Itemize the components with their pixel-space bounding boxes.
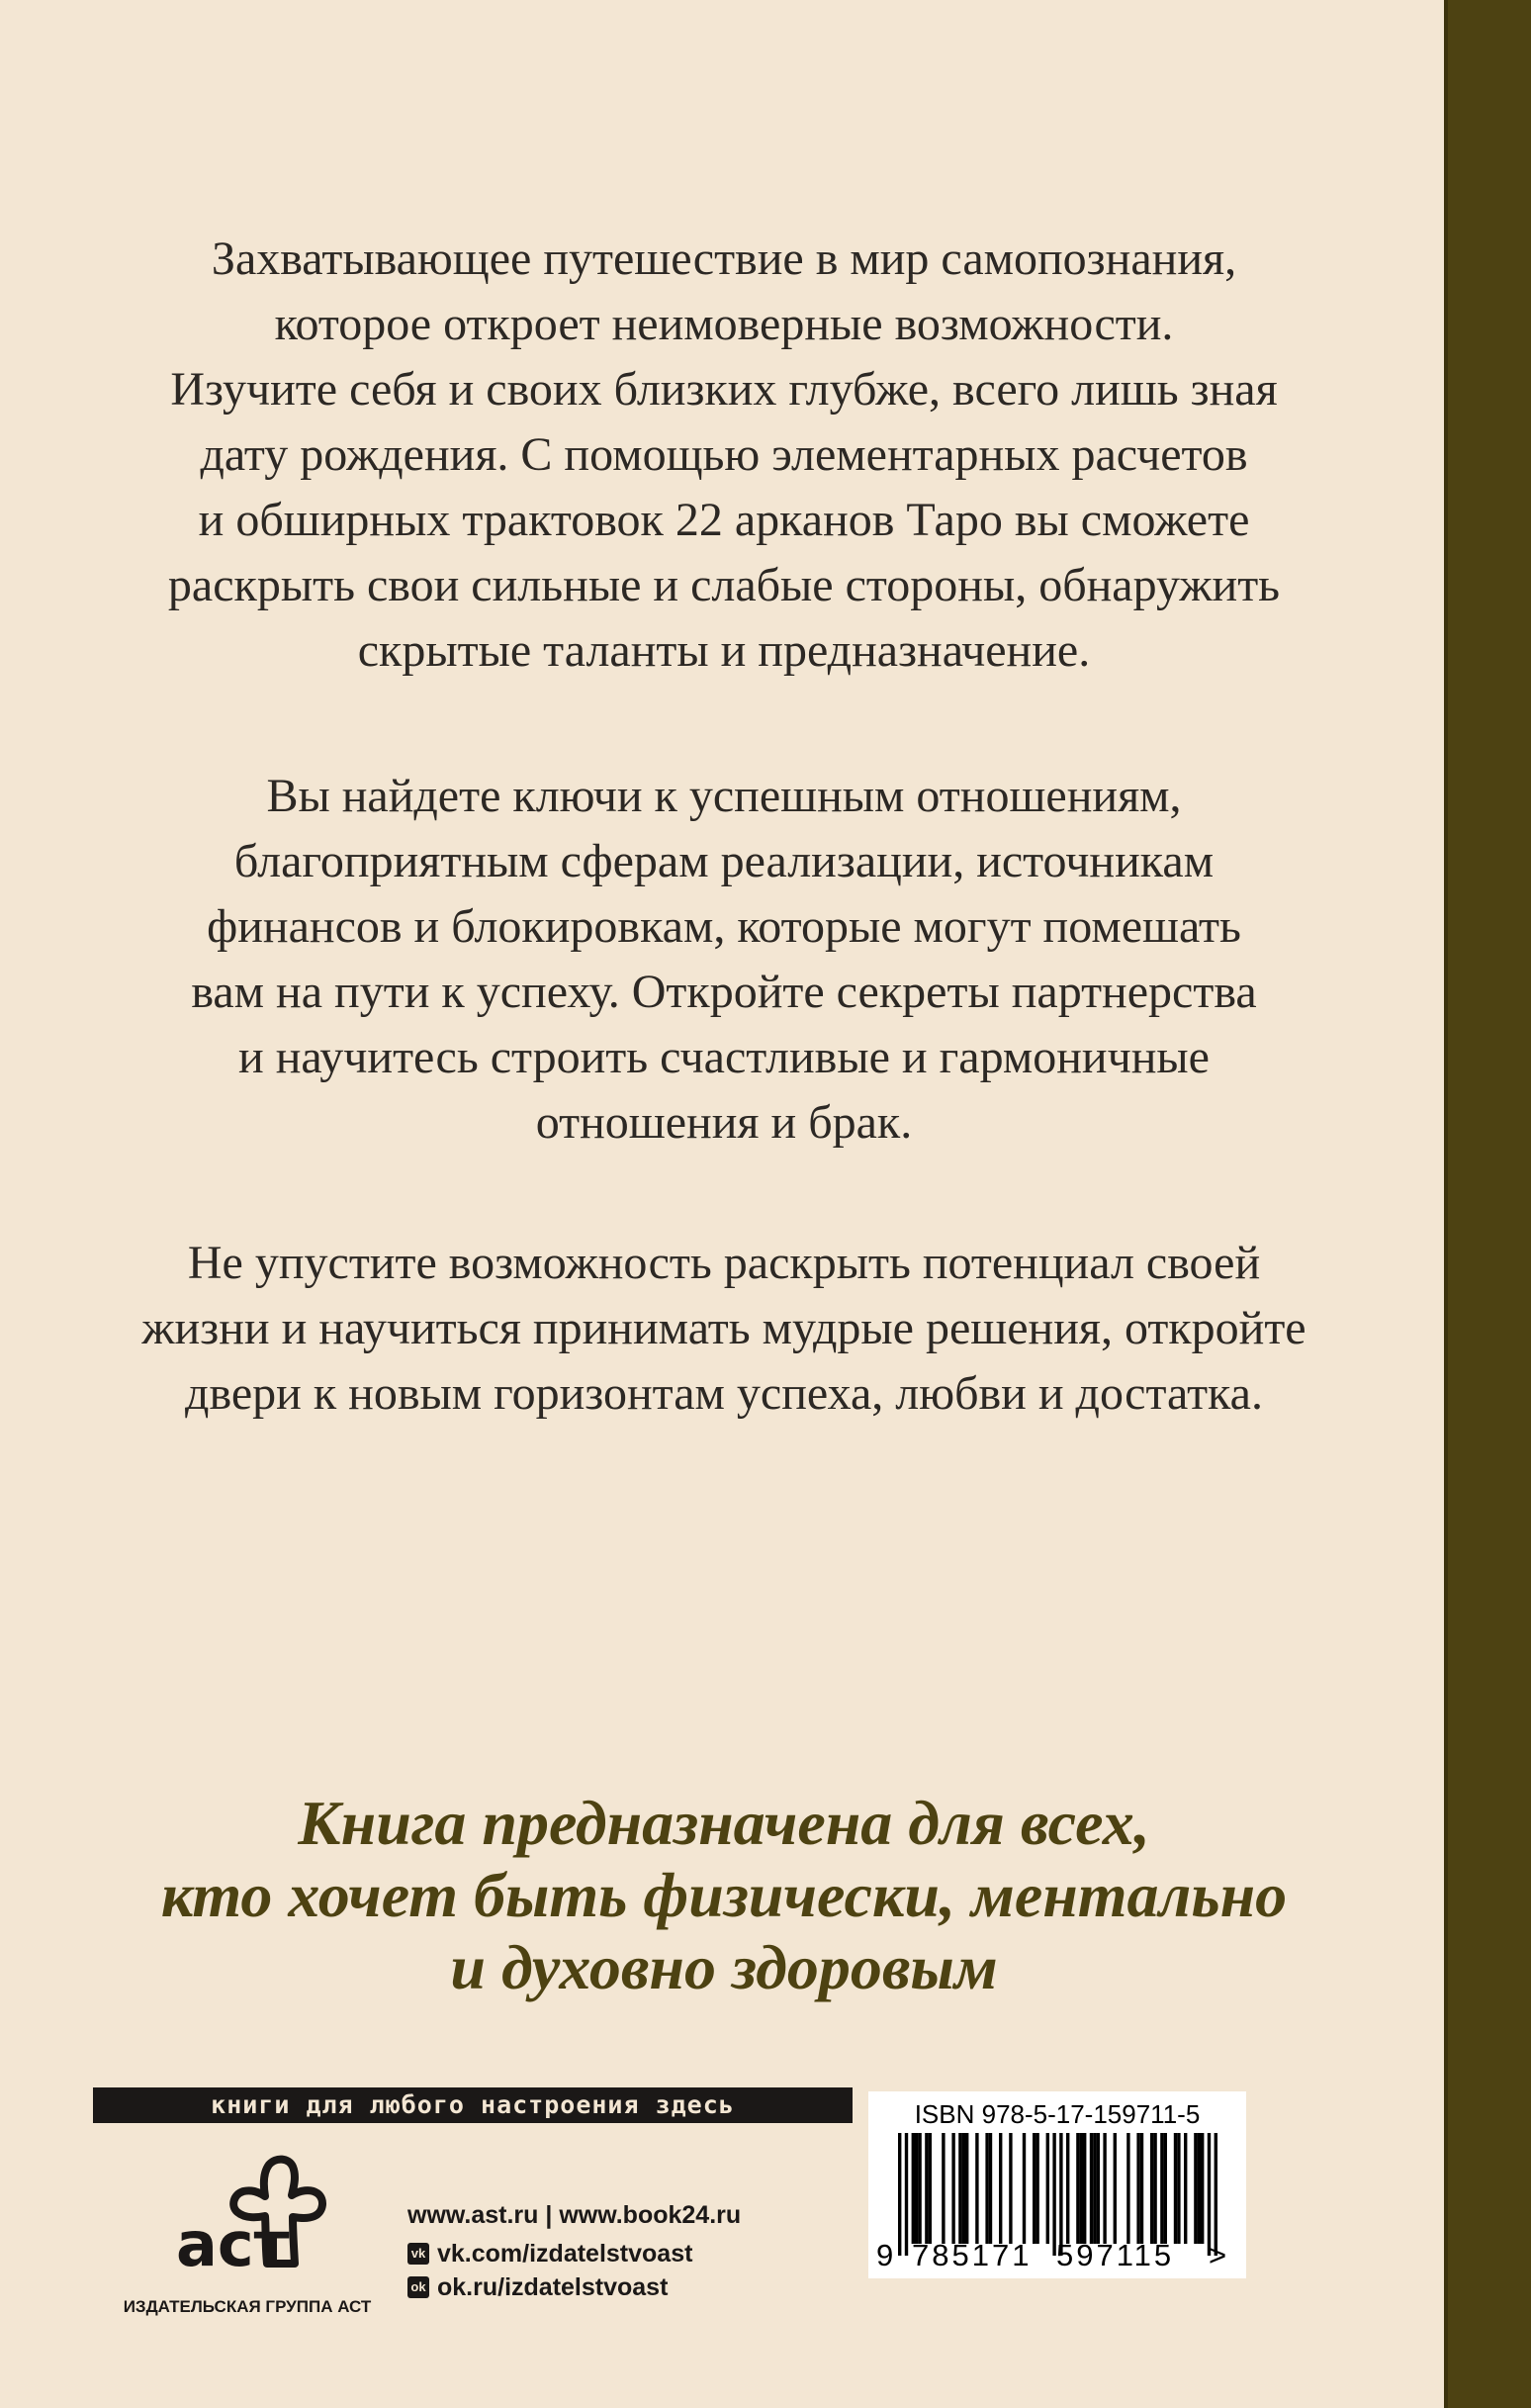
barcode-bar <box>1140 2133 1143 2244</box>
barcode-bar <box>1083 2133 1086 2244</box>
ean-right-group: 597115 <box>1056 2238 1175 2272</box>
ean-left-group: 785171 <box>912 2238 1033 2272</box>
description-paragraph-3 <box>0 1231 1448 1427</box>
ean-arrow: > <box>1209 2238 1227 2272</box>
ast-logo-icon <box>119 2147 376 2295</box>
text-line: отношения и брак. <box>535 1096 913 1149</box>
barcode-bar <box>915 2133 918 2244</box>
isbn-label: ISBN 978-5-17-159711-5 <box>914 2099 1201 2129</box>
barcode-bar <box>1198 2133 1201 2244</box>
social-link-ok[interactable] <box>407 2270 741 2304</box>
text-line: дату рождения. С помощью элементарных расчетов <box>200 428 1248 481</box>
barcode-bar <box>999 2133 1002 2244</box>
barcode-bar <box>1033 2133 1036 2244</box>
barcode-bar <box>1036 2133 1038 2244</box>
description-paragraph-1 <box>0 227 1448 684</box>
barcode-bar <box>1150 2133 1153 2244</box>
text-line: двери к новым горизонтам успеха, любви и достатка. <box>185 1367 1263 1420</box>
text-line: Вы найдете ключи к успешным отношениям, <box>266 770 1182 822</box>
social-handle: izdatelstvoast <box>504 2272 669 2301</box>
barcode-bar <box>962 2133 965 2244</box>
barcode-bar <box>958 2133 961 2244</box>
text-line: Изучите себя и своих близких глубже, всего лишь зная <box>170 363 1278 416</box>
barcode-bar <box>1194 2133 1197 2244</box>
barcode-bar <box>1023 2133 1026 2244</box>
barcode-bar <box>1093 2133 1096 2244</box>
barcode-bar <box>1174 2133 1177 2244</box>
publisher-caption: ИЗДАТЕЛЬСКАЯ ГРУППА АСТ <box>123 2297 372 2316</box>
ean-first-digit: 9 <box>876 2238 894 2272</box>
spine-band <box>1448 0 1531 2408</box>
barcode-bar <box>1046 2133 1049 2244</box>
text-line: финансов и блокировкам, которые могут помешать <box>207 900 1241 953</box>
social-prefix: vk.com/ <box>437 2239 530 2268</box>
barcode-bar <box>975 2133 978 2244</box>
barcode-bar <box>1103 2133 1106 2244</box>
website-links[interactable]: www.ast.ru | www.book24.ru <box>407 2201 742 2229</box>
barcode-bar <box>965 2133 968 2244</box>
text-line: вам на пути к успеху. Откройте секреты партнерства <box>191 966 1257 1018</box>
barcode-bar <box>985 2133 988 2244</box>
barcode-bar <box>1136 2133 1139 2244</box>
barcode-bar <box>1080 2133 1083 2244</box>
text-line: благоприятным сферам реализации, источникам <box>233 835 1215 887</box>
barcode-bar <box>1153 2133 1156 2244</box>
description-paragraph-2 <box>0 764 1448 1156</box>
barcode-bar <box>1090 2133 1093 2244</box>
text-line: Не упустите возможность раскрыть потенциал своей <box>187 1237 1261 1289</box>
barcode-bar <box>1184 2133 1187 2244</box>
slogan-banner: книги для любого настроения здесь <box>93 2087 853 2123</box>
social-link-vk[interactable] <box>407 2237 741 2270</box>
barcode-bar <box>929 2133 932 2244</box>
vk-icon: vk <box>407 2243 429 2265</box>
text-line: которое откроет неимоверные возможности. <box>274 298 1174 350</box>
barcode-bar <box>1097 2133 1100 2244</box>
barcode-bar <box>1201 2133 1204 2244</box>
text-line: Захватывающее путешествие в мир самопознания, <box>211 232 1237 285</box>
text-line: и научитесь строить счастливые и гармоничные <box>238 1031 1210 1083</box>
social-prefix: ok.ru/ <box>437 2272 505 2301</box>
barcode-bar <box>1160 2133 1163 2244</box>
ok-icon: ok <box>407 2276 429 2298</box>
barcode-bar <box>942 2133 945 2244</box>
svg-text:аст: аст <box>176 2208 290 2280</box>
text-line: жизни и научиться принимать мудрые решения, откройте <box>141 1302 1306 1354</box>
tagline-line: и духовно здоровым <box>450 1932 998 2002</box>
barcode-bar <box>951 2133 954 2244</box>
barcode-bar <box>1126 2133 1129 2244</box>
barcode-bar <box>1177 2133 1180 2244</box>
barcode-bar <box>989 2133 992 2244</box>
barcode-bar <box>1076 2133 1079 2244</box>
barcode-bar <box>1009 2133 1012 2244</box>
barcode-bar <box>1114 2133 1117 2244</box>
barcode-bar <box>1066 2133 1069 2244</box>
tagline <box>0 1787 1448 2003</box>
tagline-line: кто хочет быть физически, ментально <box>160 1860 1288 1930</box>
text-line: раскрыть свои сильные и слабые стороны, обнаружить <box>167 559 1281 611</box>
barcode-bar <box>1164 2133 1167 2244</box>
barcode-bar <box>918 2133 921 2244</box>
publisher-links <box>407 2193 741 2304</box>
text-line: и обширных трактовок 22 арканов Таро вы сможете <box>198 494 1250 546</box>
barcode-bar <box>925 2133 928 2244</box>
ean-digits <box>868 2238 1246 2273</box>
social-handle: izdatelstvoast <box>529 2239 693 2268</box>
text-line: скрытые таланты и предназначение. <box>357 624 1091 677</box>
barcode-bar <box>912 2133 915 2244</box>
tagline-line: Книга предназначена для всех, <box>298 1788 1150 1858</box>
